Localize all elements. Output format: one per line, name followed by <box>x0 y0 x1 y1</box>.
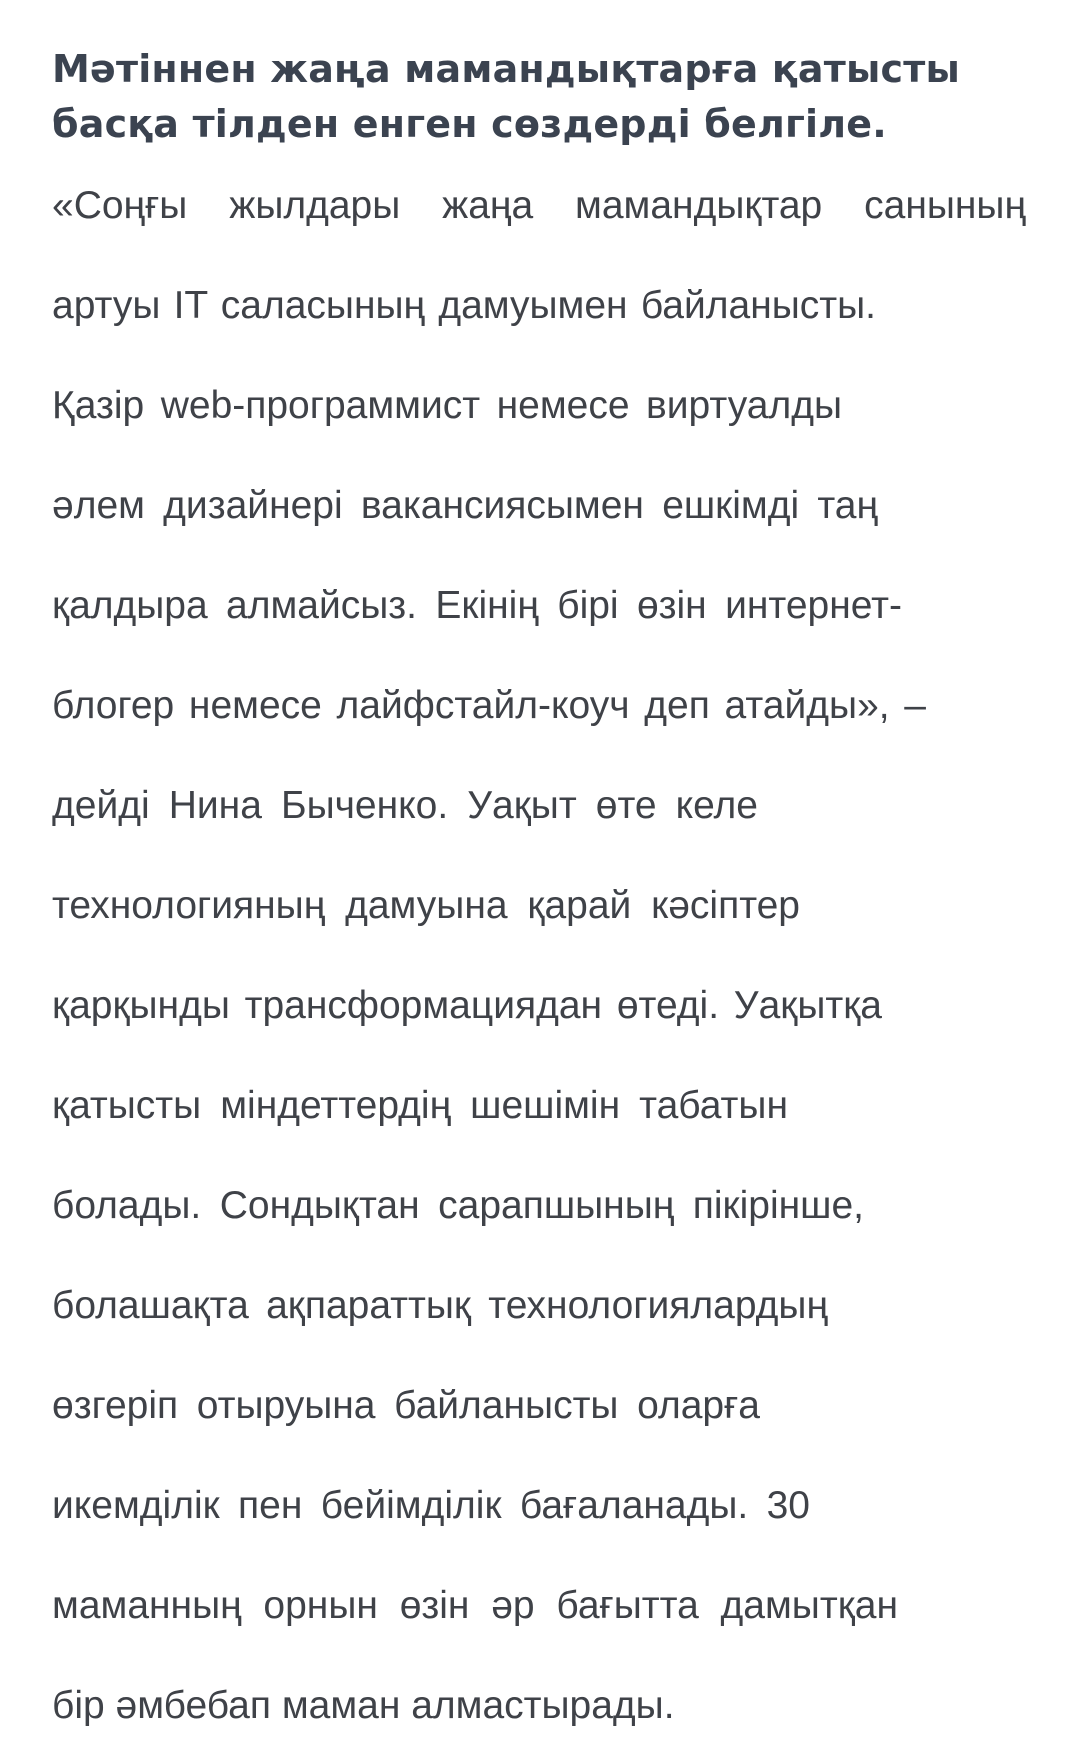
passage-line: қалдыра алмайсыз. Екінің бірі өзін интернет- <box>52 584 902 627</box>
reading-passage <box>52 156 1040 1756</box>
passage-line: дейді Нина Быченко. Уақыт өте келе <box>52 784 758 827</box>
task-title-line: басқа тілден енген сөздерді белгіле. <box>52 102 887 146</box>
passage-line: артуы IT саласының дамуымен байланысты. <box>52 284 876 327</box>
passage-line: бір әмбебап маман алмастырады. <box>52 1684 675 1727</box>
passage-line: «Соңғы жылдары жаңа мамандықтар санының <box>52 184 1026 227</box>
passage-line: технологияның дамуына қарай кәсіптер <box>52 884 800 927</box>
passage-line: болашақта ақпараттық технологиялардың <box>52 1284 828 1327</box>
passage-line: қатысты міндеттердің шешімін табатын <box>52 1084 788 1127</box>
passage-line: қарқынды трансформациядан өтеді. Уақытқа <box>52 984 882 1027</box>
task-title-line: Мәтіннен жаңа мамандықтарға қатысты <box>52 47 961 91</box>
passage-line: болады. Сондықтан сарапшының пікірінше, <box>52 1184 864 1227</box>
passage-line: маманның орнын өзін әр бағытта дамытқан <box>52 1584 898 1627</box>
task-title <box>52 42 1040 152</box>
passage-line: әлем дизайнері вакансиясымен ешкімді таң <box>52 484 878 527</box>
passage-line: блогер немесе лайфстайл-коуч деп атайды», – <box>52 684 926 727</box>
passage-line: икемділік пен бейімділік бағаланады. 30 <box>52 1484 810 1527</box>
passage-line: өзгеріп отыруына байланысты оларға <box>52 1384 760 1427</box>
passage-line: Қазір web-программист немесе виртуалды <box>52 384 842 427</box>
